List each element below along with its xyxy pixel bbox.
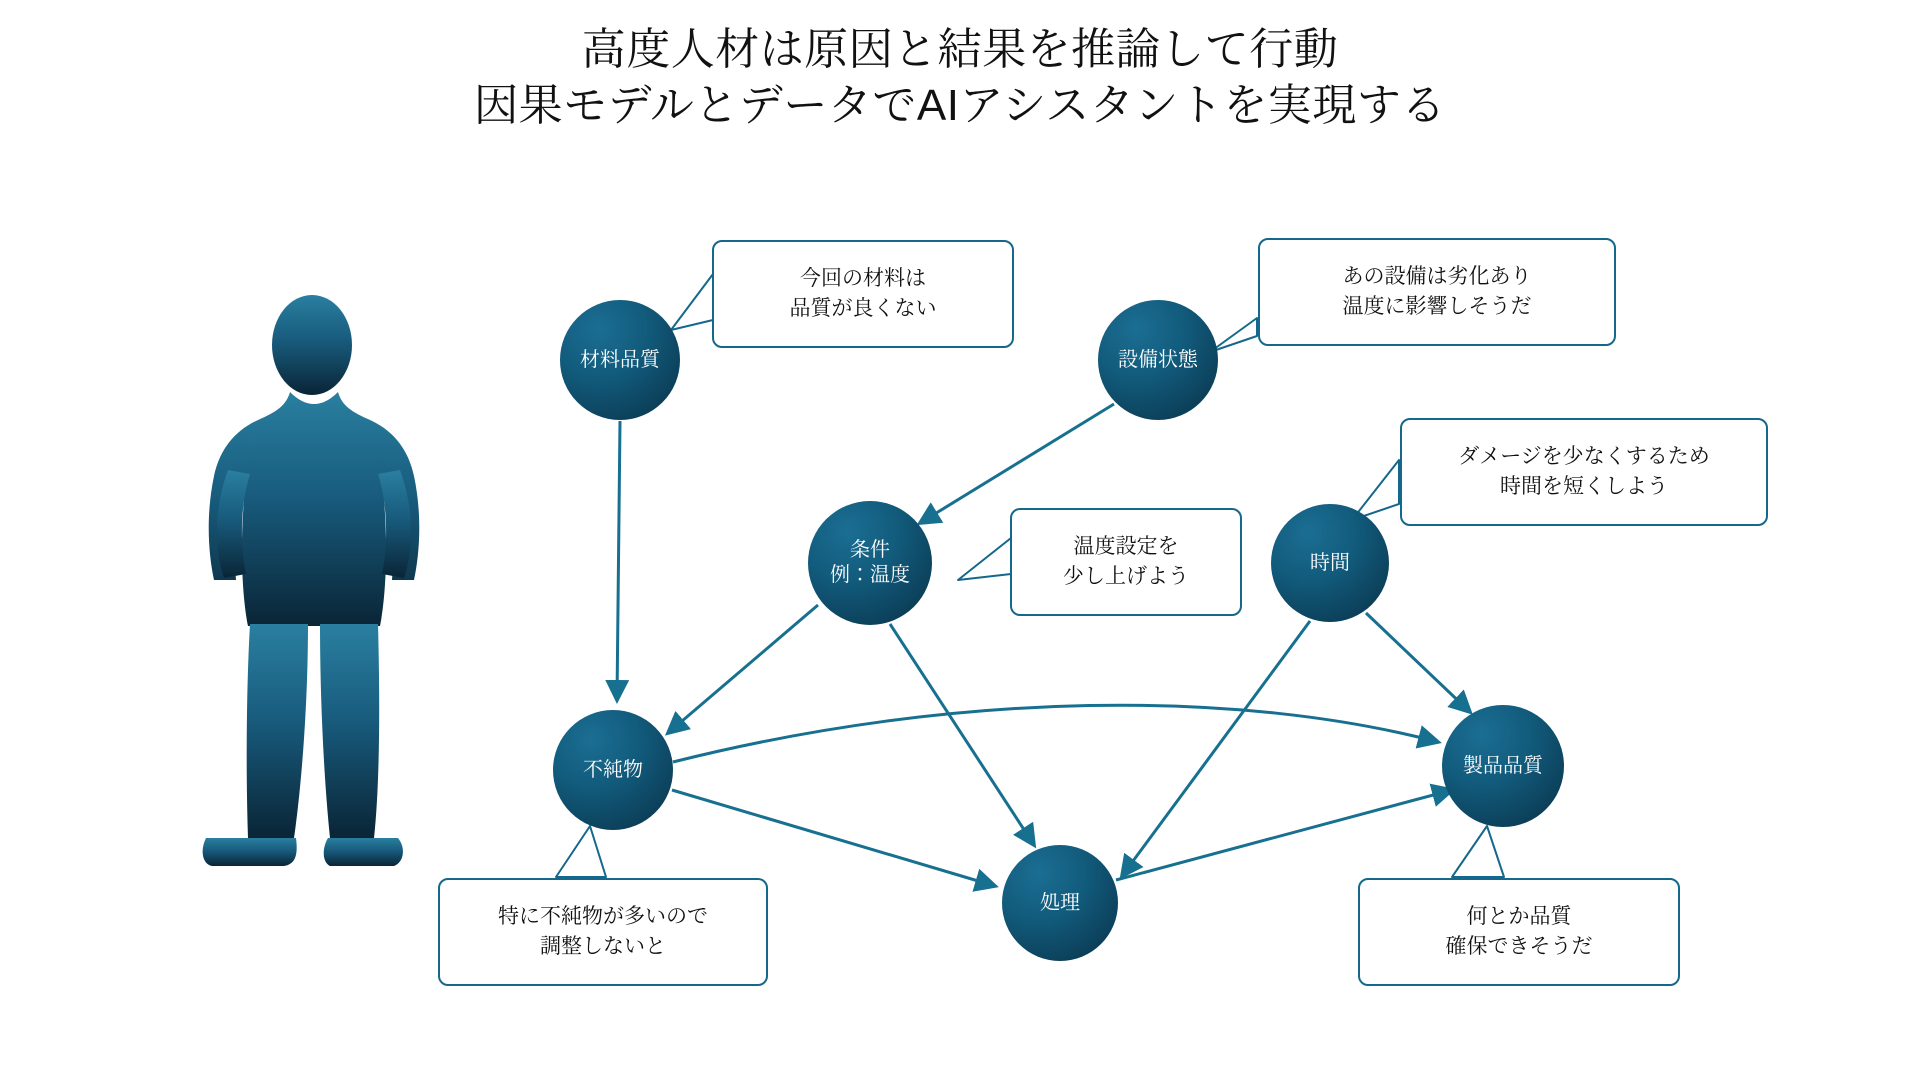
callout-line-1: あの設備は劣化あり	[1342, 264, 1532, 288]
callout-tail-product	[1452, 826, 1504, 877]
title-line-2: 因果モデルとデータでAIアシスタントを実現する	[474, 81, 1446, 131]
callout-tail-material	[671, 274, 713, 330]
callout-line-2: 少し上げよう	[1063, 565, 1189, 588]
callout-line-1: 温度設定を	[1073, 534, 1179, 558]
callout-line-2: 確保できそうだ	[1445, 935, 1593, 958]
callout-time	[1400, 418, 1768, 526]
node-label: 処理	[1040, 891, 1080, 914]
node-time[interactable]	[1271, 504, 1389, 622]
node-condition-temperature[interactable]	[808, 501, 932, 625]
node-material-quality[interactable]	[560, 300, 680, 420]
node-label-line-1: 条件	[850, 539, 890, 561]
callout-line-2: 温度に影響しそうだ	[1342, 295, 1532, 318]
callout-line-2: 調整しないと	[540, 935, 666, 958]
title-line-1: 高度人材は原因と結果を推論して行動	[581, 25, 1339, 74]
node-label: 製品品質	[1463, 754, 1543, 777]
node-impurity[interactable]	[553, 710, 673, 830]
node-label-line-2: 例：温度	[830, 564, 910, 586]
callout-material-quality	[712, 240, 1014, 348]
callout-line-2: 品質が良くない	[789, 297, 937, 320]
callout-line-1: 今回の材料は	[800, 266, 926, 290]
node-product-quality[interactable]	[1442, 705, 1564, 827]
callout-tail-equipment	[1210, 318, 1257, 352]
node-label: 材料品質	[580, 348, 660, 371]
callout-tail-condition	[958, 538, 1011, 580]
node-equipment-state[interactable]	[1098, 300, 1218, 420]
node-label: 時間	[1310, 551, 1350, 574]
callout-equipment-state	[1258, 238, 1616, 346]
callout-tail-impurity	[556, 826, 606, 877]
callout-line-1: ダメージを少なくするため	[1458, 444, 1710, 468]
node-label: 設備状態	[1118, 348, 1198, 371]
node-label: 不純物	[583, 758, 643, 781]
callout-line-1: 特に不純物が多いので	[498, 904, 708, 928]
callout-line-1: 何とか品質	[1466, 904, 1572, 928]
callout-condition	[1010, 508, 1242, 616]
callout-impurity	[438, 878, 768, 986]
callout-product-quality	[1358, 878, 1680, 986]
callout-line-2: 時間を短くしよう	[1500, 475, 1668, 498]
node-process[interactable]	[1002, 845, 1118, 961]
